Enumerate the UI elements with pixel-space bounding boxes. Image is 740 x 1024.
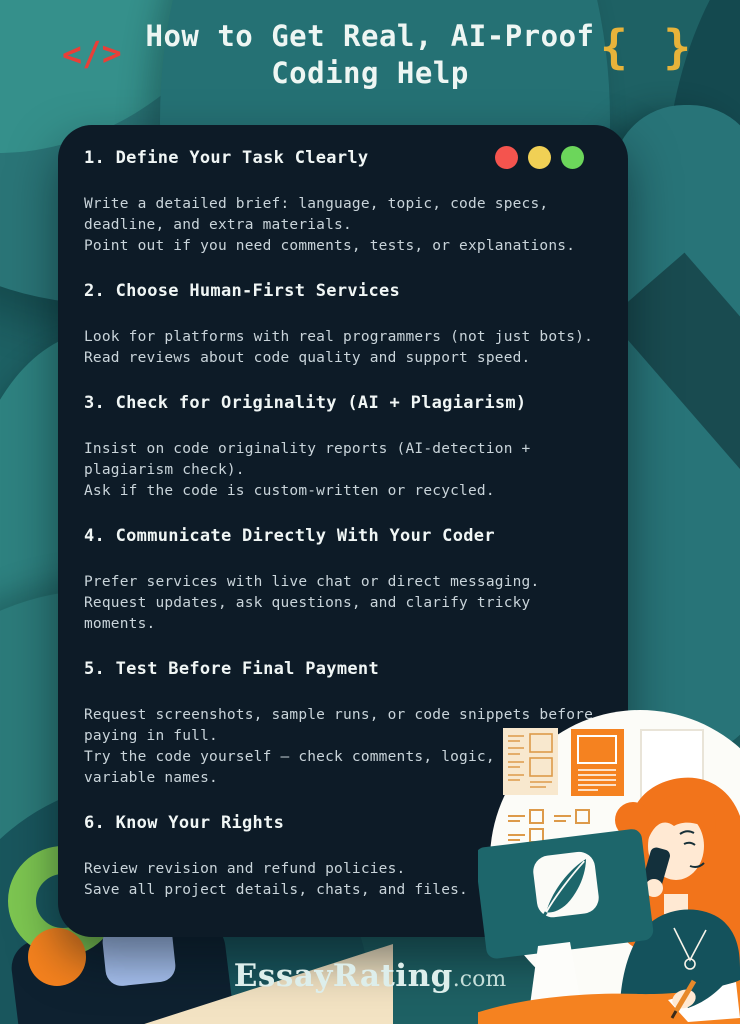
window-dot-yellow — [528, 146, 551, 169]
section-1-line: Write a detailed brief: language, topic, code specs, — [84, 196, 549, 212]
monitor-icon — [478, 828, 654, 960]
section-originality — [84, 392, 604, 502]
brand-tld: .com — [452, 967, 507, 992]
page-title-line1: How to Get Real, AI-Proof — [145, 19, 595, 53]
section-5-heading: 5. Test Before Final Payment — [84, 659, 379, 679]
code-tag-icon: </> — [61, 32, 123, 75]
section-6-heading: 6. Know Your Rights — [84, 813, 285, 833]
section-5-line: variable names. — [84, 770, 218, 786]
section-human-first — [84, 280, 604, 369]
section-5-line: paying in full. — [84, 728, 218, 744]
section-4-line: Request updates, ask questions, and clarify tricky — [84, 595, 531, 611]
section-1-line: deadline, and extra materials. — [84, 217, 352, 233]
section-2-line: Look for platforms with real programmers (not just bots). — [84, 329, 593, 345]
section-5-line: Request screenshots, sample runs, or code snippets before — [84, 707, 593, 723]
curly-braces-icon: { } — [600, 20, 696, 74]
section-6-line: Save all project details, chats, and files. — [84, 882, 468, 898]
section-2-heading: 2. Choose Human-First Services — [84, 281, 401, 301]
window-controls — [495, 146, 584, 169]
window-dot-green — [561, 146, 584, 169]
wireframe-document-icon — [503, 728, 558, 795]
section-4-heading: 4. Communicate Directly With Your Coder — [84, 526, 495, 546]
section-5-line: Try the code yourself — check comments, logic, — [84, 749, 495, 765]
section-1-line: Point out if you need comments, tests, or explanations. — [84, 238, 576, 254]
section-3-line: Insist on code originality reports (AI-detection + — [84, 441, 531, 457]
section-4-line: moments. — [84, 616, 156, 632]
section-2-line: Read reviews about code quality and support speed. — [84, 350, 531, 366]
section-communicate — [84, 525, 604, 635]
orange-document-icon — [571, 729, 624, 796]
section-6-line: Review revision and refund policies. — [84, 861, 406, 877]
page-title-line2: Coding Help — [271, 56, 469, 90]
section-3-line: Ask if the code is custom-written or recycled. — [84, 483, 495, 499]
window-dot-red — [495, 146, 518, 169]
section-4-line: Prefer services with live chat or direct messaging. — [84, 574, 540, 590]
header — [0, 18, 740, 92]
page-title — [70, 18, 670, 92]
footer — [0, 958, 740, 994]
section-1-heading: 1. Define Your Task Clearly — [84, 148, 369, 168]
section-3-heading: 3. Check for Originality (AI + Plagiarism) — [84, 393, 527, 413]
brand-name: EssayRating — [233, 958, 453, 994]
section-3-line: plagiarism check). — [84, 462, 245, 478]
